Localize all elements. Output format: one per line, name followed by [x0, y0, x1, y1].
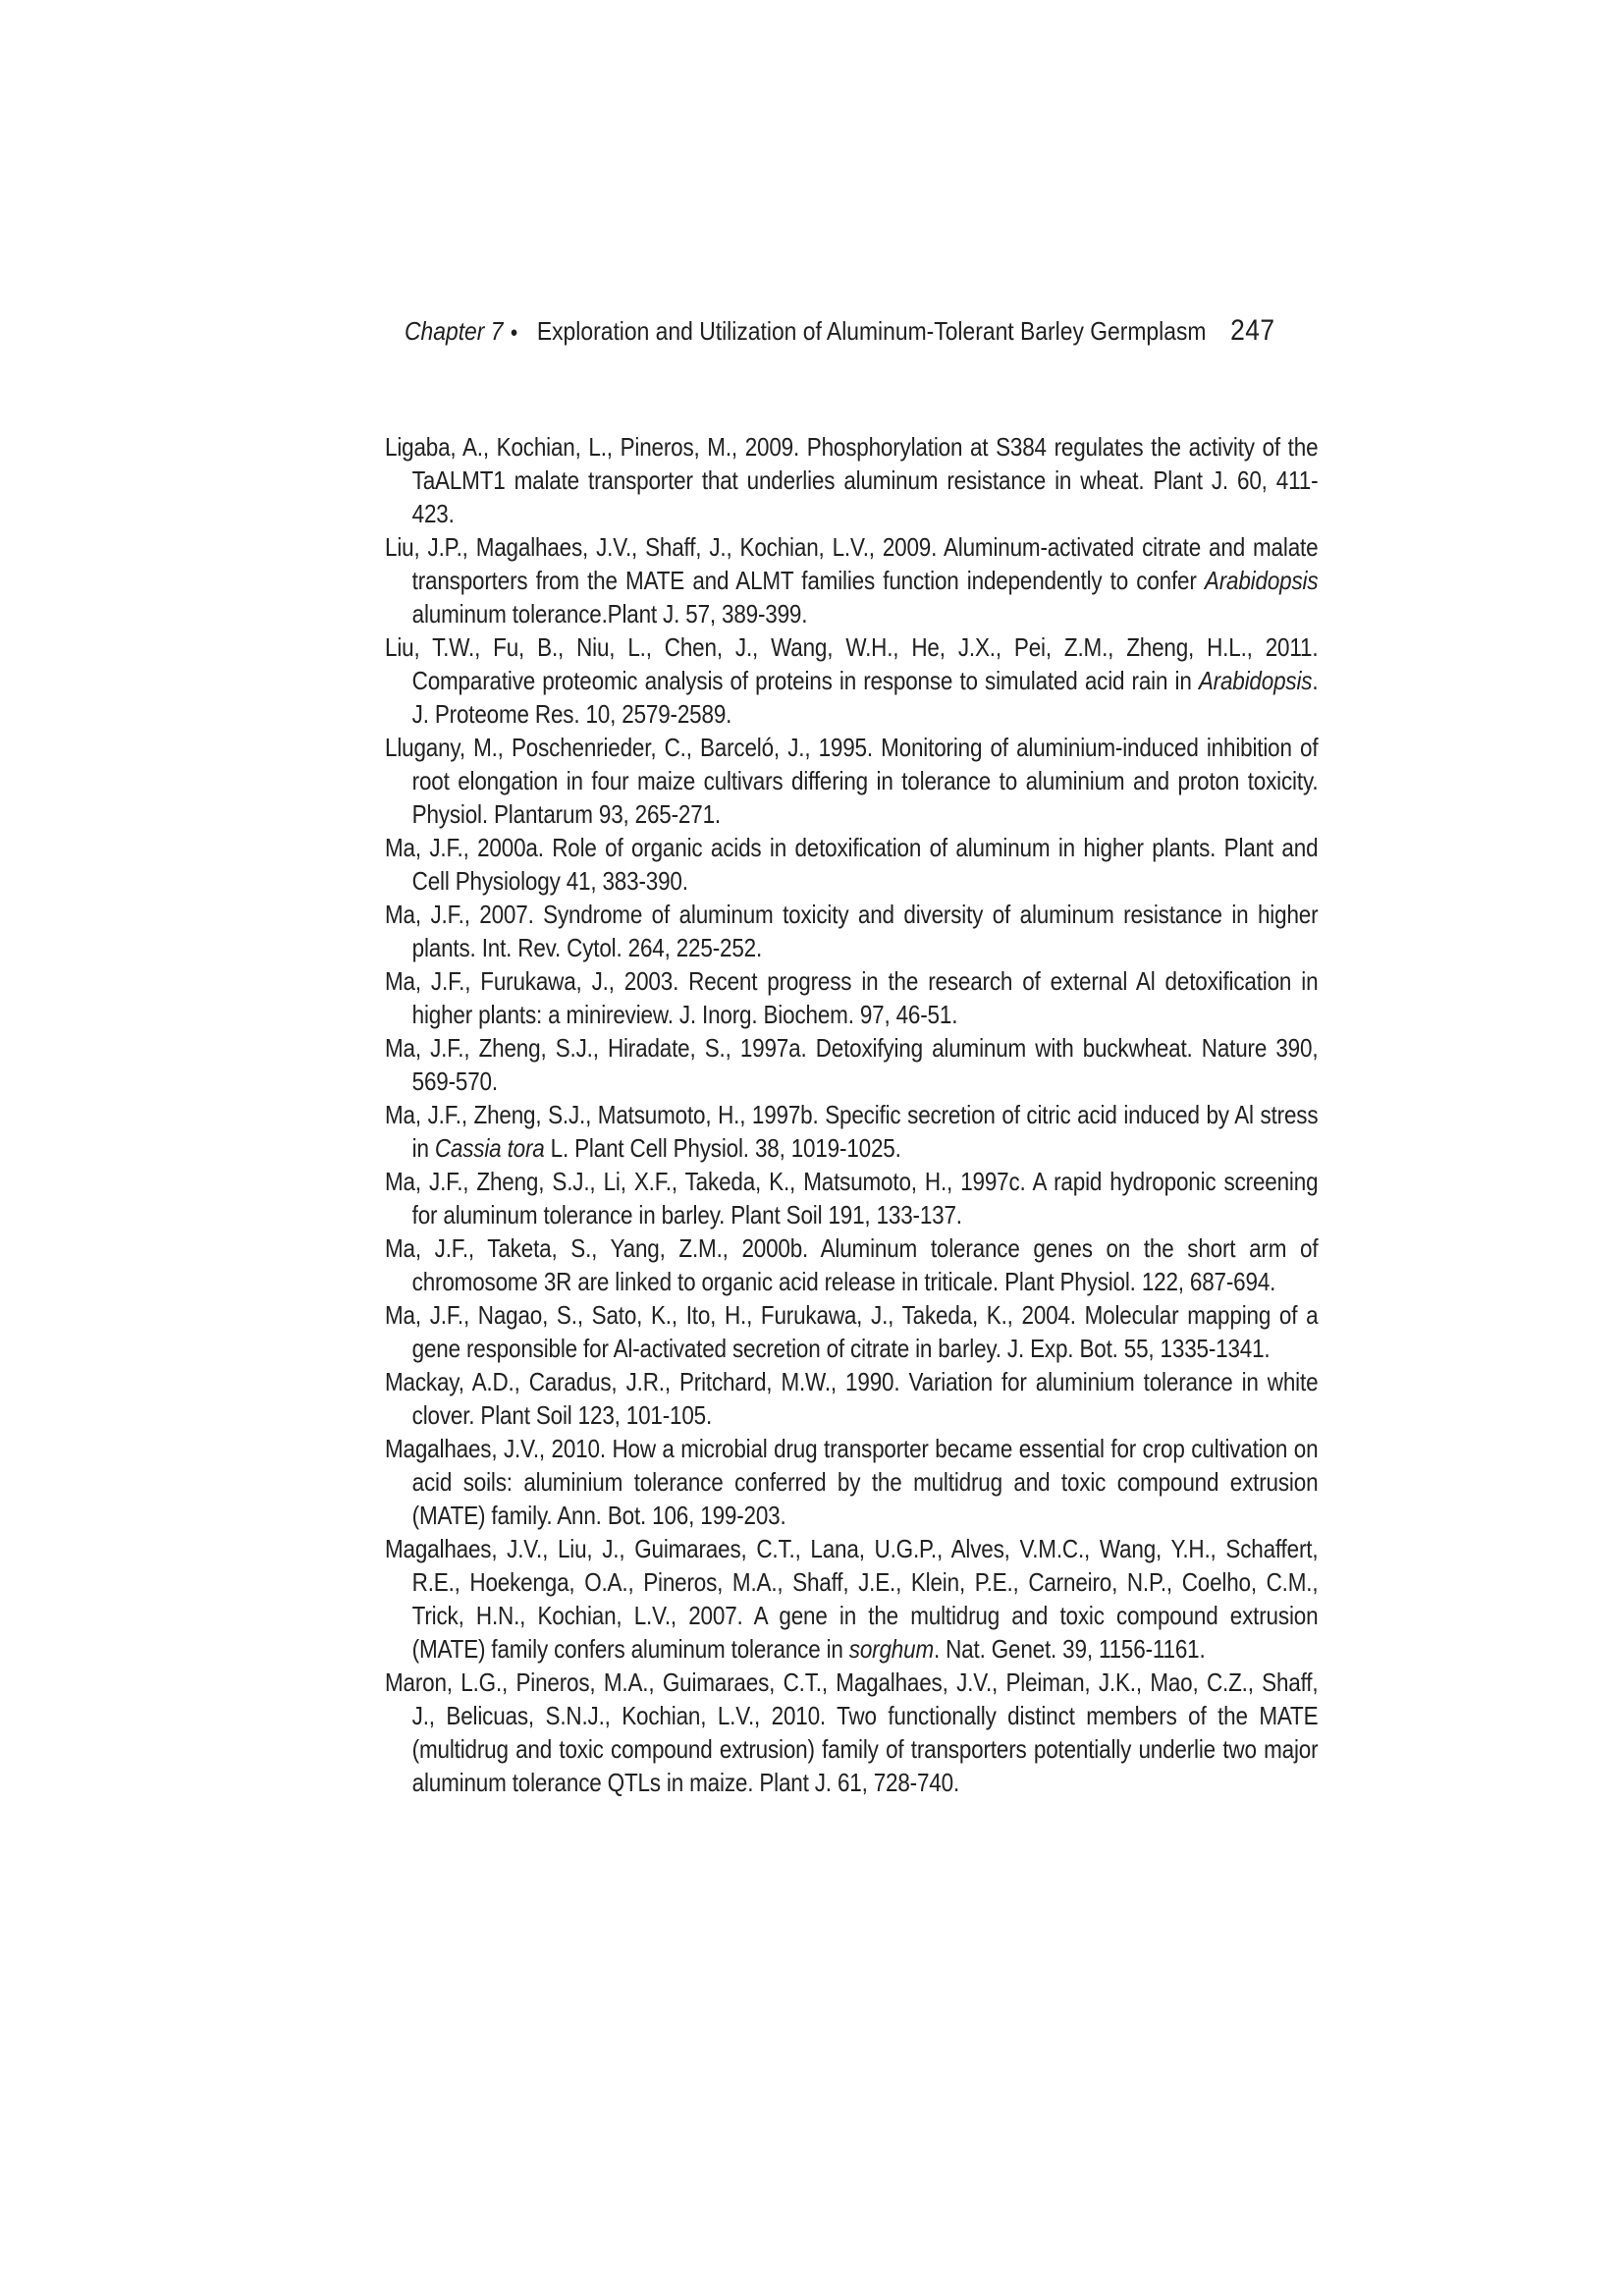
reference-entry [385, 1532, 1318, 1666]
bullet-icon: ● [510, 324, 518, 341]
references-list [385, 430, 1318, 1799]
reference-text: . Nat. Genet. 39, 1156-1161. [933, 1634, 1206, 1664]
reference-text: Maron, L.G., Pineros, M.A., Guimaraes, C.T., Magalhaes, J.V., Pleiman, J.K., Mao, C.Z., Shaff, J., Belicuas, S.N.J., Kochian, L.V., 2010. Two functionally distinct members of the MATE (multidrug and toxic compound extrusion) family of transporters potentially underlie two major aluminum tolerance QTLs in maize. Plant J. 61, 728-740. [385, 1667, 1319, 1797]
page-number: 247 [1230, 314, 1275, 347]
reference-text: Ma, J.F., 2000a. Role of organic acids in detoxification of aluminum in higher plants. Plant and Cell Physiology 41, 383-390. [385, 833, 1319, 896]
reference-entry [385, 831, 1318, 898]
reference-text: L. Plant Cell Physiol. 38, 1019-1025. [544, 1133, 901, 1163]
reference-text: Ma, J.F., Zheng, S.J., Li, X.F., Takeda, K., Matsumoto, H., 1997c. A rapid hydroponic screening for aluminum tolerance in barley. Plant Soil 191, 133-137. [385, 1167, 1319, 1230]
reference-text: Ma, J.F., Taketa, S., Yang, Z.M., 2000b. Aluminum tolerance genes on the short arm of chromosome 3R are linked to organic acid release in triticale. Plant Physiol. 122, 687-694. [385, 1233, 1319, 1296]
reference-italic-text: Arabidopsis [1198, 666, 1313, 695]
reference-text: aluminum tolerance.Plant J. 57, 389-399. [411, 599, 808, 629]
reference-italic-text: sorghum [848, 1634, 934, 1664]
page-header [405, 314, 1274, 350]
reference-text: Magalhaes, J.V., 2010. How a microbial drug transporter became essential for crop cultivation on acid soils: aluminium tolerance conferred by the multidrug and toxic compound extrusion (MATE) family. Ann. Bot. 106, 199-203. [385, 1434, 1319, 1530]
reference-text: Mackay, A.D., Caradus, J.R., Pritchard, M.W., 1990. Variation for aluminium tolerance in white clover. Plant Soil 123, 101-105. [385, 1367, 1319, 1430]
reference-entry [385, 1165, 1318, 1231]
reference-text: Ma, J.F., Furukawa, J., 2003. Recent progress in the research of external Al detoxification in higher plants: a minireview. J. Inorg. Biochem. 97, 46-51. [385, 966, 1319, 1029]
reference-text: Ma, J.F., Zheng, S.J., Hiradate, S., 1997a. Detoxifying aluminum with buckwheat. Nature 390, 569-570. [385, 1033, 1319, 1096]
reference-text: Ma, J.F., Nagao, S., Sato, K., Ito, H., Furukawa, J., Takeda, K., 2004. Molecular mapping of a gene responsible for Al-activated secretion of citrate in barley. J. Exp. Bot. 55, 1335-1341. [385, 1300, 1319, 1363]
reference-text: Liu, J.P., Magalhaes, J.V., Shaff, J., Kochian, L.V., 2009. Aluminum-activated citrate and malate transporters from the MATE and ALMT families function independently to confer [385, 532, 1319, 595]
reference-text: Ligaba, A., Kochian, L., Pineros, M., 2009. Phosphorylation at S384 regulates the activity of the TaALMT1 malate transporter that underlies aluminum resistance in wheat. Plant J. 60, 411-423. [385, 432, 1319, 528]
reference-entry [385, 1666, 1318, 1799]
reference-entry [385, 1098, 1318, 1165]
reference-text: Magalhaes, J.V., Liu, J., Guimaraes, C.T., Lana, U.G.P., Alves, V.M.C., Wang, Y.H., Schaffert, R.E., Hoekenga, O.A., Pineros, M.A., Shaff, J.E., Klein, P.E., Carneiro, N.P., Coelho, C.M., Trick, H.N., Kochian, L.V., 2007. A gene in the multidrug and toxic compound extrusion (MATE) family confers aluminum tolerance in [385, 1534, 1319, 1664]
reference-text: Llugany, M., Poschenrieder, C., Barceló, J., 1995. Monitoring of aluminium-induced inhibition of root elongation in four maize cultivars differing in tolerance to aluminium and proton toxicity. Physiol. Plantarum 93, 265-271. [385, 733, 1319, 829]
reference-entry [385, 964, 1318, 1031]
reference-entry [385, 530, 1318, 630]
reference-entry [385, 1432, 1318, 1532]
chapter-label: Chapter 7 [405, 316, 504, 346]
reference-entry [385, 1031, 1318, 1098]
reference-entry [385, 731, 1318, 831]
reference-text: Ma, J.F., Zheng, S.J., Matsumoto, H., 1997b. Specific secretion of citric acid induced by Al stress in [385, 1100, 1319, 1163]
reference-entry [385, 630, 1318, 731]
chapter-title: Exploration and Utilization of Aluminum-Tolerant Barley Germplasm [536, 316, 1207, 346]
reference-entry [385, 1298, 1318, 1365]
reference-entry [385, 1365, 1318, 1432]
reference-entry [385, 898, 1318, 964]
reference-text: . J. Proteome Res. 10, 2579-2589. [411, 666, 1319, 729]
reference-text: Ma, J.F., 2007. Syndrome of aluminum toxicity and diversity of aluminum resistance in higher plants. Int. Rev. Cytol. 264, 225-252. [385, 900, 1319, 962]
reference-italic-text: Cassia tora [434, 1133, 545, 1163]
reference-text: Liu, T.W., Fu, B., Niu, L., Chen, J., Wang, W.H., He, J.X., Pei, Z.M., Zheng, H.L., 2011. Comparative proteomic analysis of proteins in response to simulated acid rain in [385, 632, 1319, 695]
reference-entry [385, 1231, 1318, 1298]
reference-italic-text: Arabidopsis [1204, 566, 1319, 595]
reference-entry [385, 430, 1318, 530]
